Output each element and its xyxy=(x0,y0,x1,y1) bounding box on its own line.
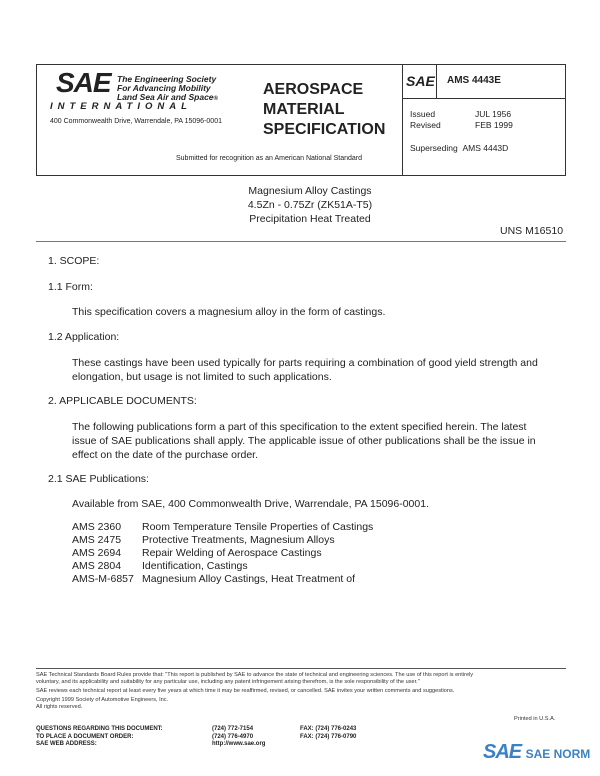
section-1-heading: 1. SCOPE: xyxy=(48,255,100,267)
title-line-1: AEROSPACE xyxy=(263,81,364,98)
sae-small-logo: SAE xyxy=(406,73,435,89)
printed-in: Printed in U.S.A. xyxy=(514,716,556,722)
section-1-2-text xyxy=(72,356,538,384)
org-address: 400 Commonwealth Drive, Warrendale, PA 15096-0001 xyxy=(50,118,222,125)
section-2-heading: 2. APPLICABLE DOCUMENTS: xyxy=(48,395,197,407)
watermark-text: SAE NORM xyxy=(525,747,591,761)
material-title-line-3: Precipitation Heat Treated xyxy=(249,213,371,225)
revised-label: Revised xyxy=(410,120,441,130)
footer-rights: All rights reserved. xyxy=(36,704,83,710)
reference-row xyxy=(72,534,373,547)
footer-review: SAE reviews each technical report at least every five years at which time it may be reaffirmed, revised, or cancelled. SAE invites your written comments and suggestions. xyxy=(36,688,455,694)
reference-code: AMS 2360 xyxy=(72,521,122,533)
reference-code: AMS-M-6857 xyxy=(72,573,134,585)
section-1-2-line-2: elongation, but usage is not limited to such applications. xyxy=(72,371,332,383)
ansi-recognition: Submitted for recognition as an American National Standard xyxy=(176,155,362,162)
superseding xyxy=(410,143,508,153)
reference-row xyxy=(72,573,373,586)
superseding-label: Superseding xyxy=(410,143,458,153)
doc-type-title xyxy=(263,80,385,140)
org-international: INTERNATIONAL xyxy=(50,101,192,112)
sae-norm-watermark xyxy=(483,741,590,764)
reference-code: AMS 2694 xyxy=(72,547,122,559)
section-1-1-heading: 1.1 Form: xyxy=(48,281,93,293)
reference-title: Identification, Castings xyxy=(142,560,248,572)
contact-web-label: SAE WEB ADDRESS: xyxy=(36,741,97,747)
uns-number: UNS M16510 xyxy=(500,225,564,237)
footer-copyright: Copyright 1999 Society of Automotive Engineers, Inc. xyxy=(36,697,169,703)
contact-order-phone: (724) 776-4970 xyxy=(212,733,254,740)
section-2-line-1: The following publications form a part of this specification to the extent specified herein. The latest xyxy=(72,421,527,433)
reference-title: Repair Welding of Aerospace Castings xyxy=(142,547,322,559)
contact-row xyxy=(36,726,356,734)
footer-rules-2: voluntary, and its applicability and suitability for any particular use, including any patent infringement arising therefrom, is the sole responsibility of the user." xyxy=(36,679,420,685)
section-2-1-heading: 2.1 SAE Publications: xyxy=(48,473,149,485)
material-title-line-1: Magnesium Alloy Castings xyxy=(248,185,372,197)
contact-row xyxy=(36,741,356,749)
issued-label: Issued xyxy=(410,109,436,119)
contact-questions-fax: FAX: (724) 776-0243 xyxy=(300,726,357,732)
reference-code: AMS 2804 xyxy=(72,560,122,572)
contact-order-fax: FAX: (724) 776-0790 xyxy=(300,733,357,740)
spec-number-divider xyxy=(436,64,437,98)
section-2-text xyxy=(72,420,536,462)
material-title xyxy=(0,184,600,226)
reference-title: Room Temperature Tensile Properties of Castings xyxy=(142,521,374,533)
title-line-2: MATERIAL xyxy=(263,101,345,118)
contact-questions-phone: (724) 772-7154 xyxy=(212,726,254,732)
section-1-2-line-1: These castings have been used typically for parts requiring a combination of good yield strength and xyxy=(72,357,538,369)
org-line-3: Land Sea Air and Space xyxy=(117,92,214,102)
contact-row xyxy=(36,734,356,742)
reference-list xyxy=(72,521,373,586)
reference-title: Protective Treatments, Magnesium Alloys xyxy=(142,534,335,546)
spec-number-underline xyxy=(402,98,566,99)
issued-date: JUL 1956 xyxy=(475,109,512,119)
spec-number: AMS 4443E xyxy=(447,75,501,86)
reference-code: AMS 2475 xyxy=(72,534,122,546)
watermark-sae-icon: SAE xyxy=(483,741,522,763)
org-tagline: The Engineering Society For Advancing Mobility Land Sea Air and Space® xyxy=(117,74,218,102)
header-divider xyxy=(402,64,403,176)
footer-divider xyxy=(36,668,566,669)
footer-notice xyxy=(36,672,568,711)
section-2-line-3: effect on the date of the purchase order. xyxy=(72,449,259,461)
contact-block xyxy=(36,726,356,749)
superseding-value: AMS 4443D xyxy=(462,143,509,153)
revised-date: FEB 1999 xyxy=(475,120,513,130)
footer-rules-1: SAE Technical Standards Board Rules provide that: "This report is published by SAE to advance the state of technical and engineering sciences. The use of this report is entirely xyxy=(36,672,474,678)
reference-title: Magnesium Alloy Castings, Heat Treatment of xyxy=(142,573,356,585)
section-1-1-text: This specification covers a magnesium alloy in the form of castings. xyxy=(72,306,386,318)
reference-row xyxy=(72,521,373,534)
reference-row xyxy=(72,560,373,573)
material-title-line-2: 4.5Zn - 0.75Zr (ZK51A-T5) xyxy=(247,199,373,211)
section-2-line-2: issue of SAE publications shall apply. The applicable issue of other publications shall be the issue in xyxy=(72,435,536,447)
section-1-2-heading: 1.2 Application: xyxy=(48,331,120,343)
section-2-1-text: Available from SAE, 400 Commonwealth Drive, Warrendale, PA 15096-0001. xyxy=(72,498,429,510)
org-line-2: For Advancing Mobility xyxy=(117,83,211,93)
org-line-1: The Engineering Society xyxy=(117,74,217,84)
title-divider xyxy=(36,241,566,242)
sae-logo: SAE xyxy=(56,67,111,98)
reference-row xyxy=(72,547,373,560)
contact-order-label: TO PLACE A DOCUMENT ORDER: xyxy=(36,733,134,740)
title-line-3: SPECIFICATION xyxy=(263,121,386,138)
contact-web-url[interactable]: http://www.sae.org xyxy=(212,741,266,747)
contact-questions-label: QUESTIONS REGARDING THIS DOCUMENT: xyxy=(36,726,163,732)
